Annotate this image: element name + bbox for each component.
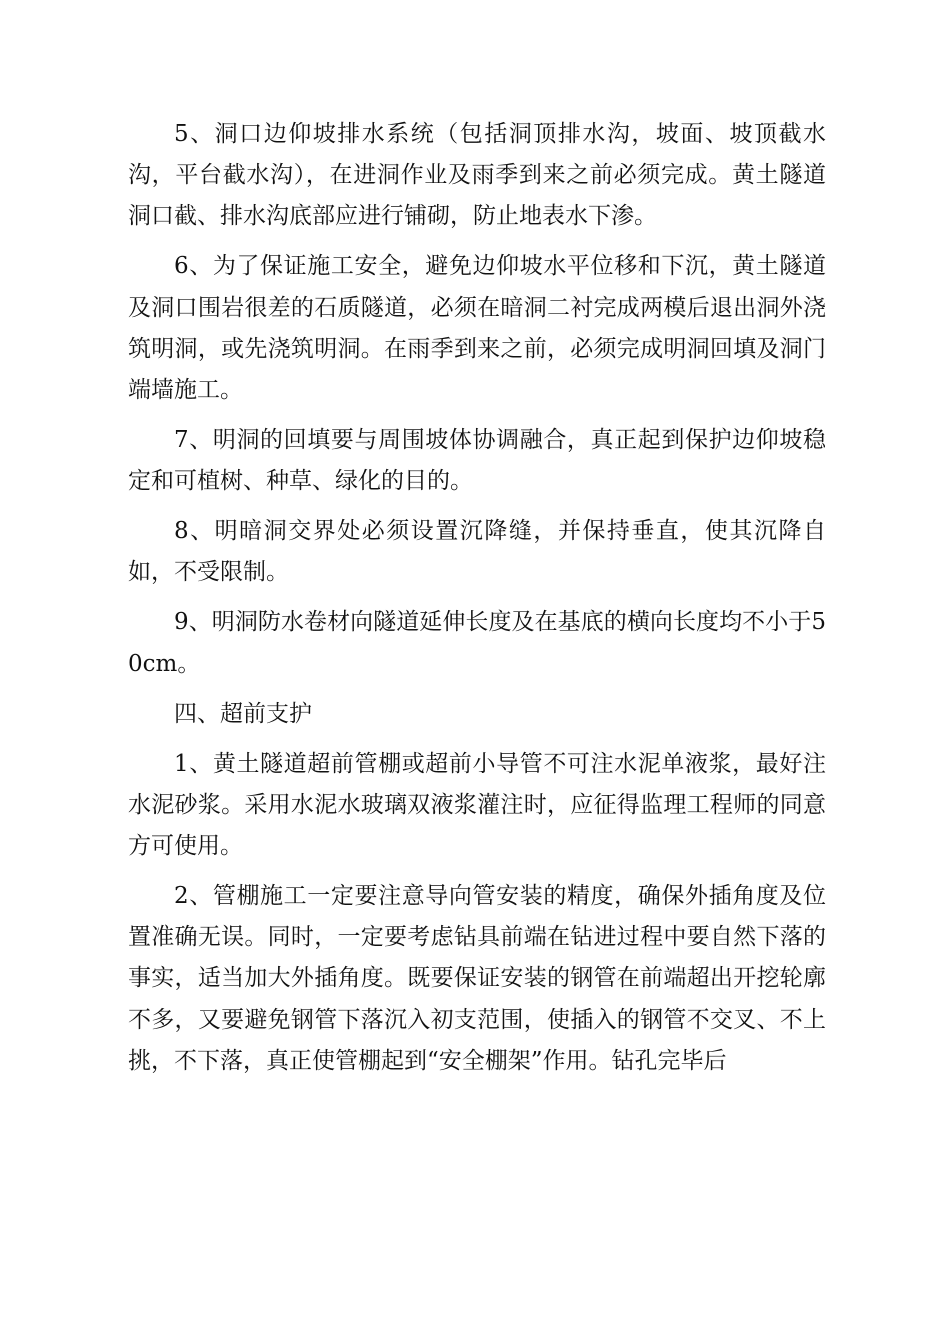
section-heading: 四、超前支护 [174, 700, 312, 727]
section-paragraph-2: 2、管棚施工一定要注意导向管安装的精度，确保外插角度及位置准确无误。同时，一定要考虑钻具前端在钻进过程中要自然下落的事实，适当加大外插角度。既要保证安装的钢管在前端超出开挖轮廓不多，又要避免钢管下落沉入初支范围，使插入的钢管不交叉、不上挑，不下落，真正使管棚起到“安全棚架”作用。钻孔完毕后 [128, 883, 826, 1074]
paragraph-item-9: 9、明洞防水卷材向隧道延伸长度及在基底的横向长度均不小于50cm。 [128, 609, 826, 677]
section-paragraph-1: 1、黄土隧道超前管棚或超前小导管不可注水泥单液浆，最好注水泥砂浆。采用水泥水玻璃双液浆灌注时，应征得监理工程师的同意方可使用。 [128, 750, 826, 860]
paragraph-item-5: 5、洞口边仰坡排水系统（包括洞顶排水沟，坡面、坡顶截水沟，平台截水沟），在进洞作业及雨季到来之前必须完成。黄土隧道洞口截、排水沟底部应进行铺砌，防止地表水下渗。 [128, 121, 826, 230]
paragraph-item-7: 7、明洞的回填要与周围坡体协调融合，真正起到保护边仰坡稳定和可植树、种草、绿化的目的。 [128, 427, 826, 495]
document-body [128, 114, 826, 1091]
paragraph-item-8: 8、明暗洞交界处必须设置沉降缝，并保持垂直，使其沉降自如，不受限制。 [128, 518, 826, 586]
paragraph-item-6: 6、为了保证施工安全，避免边仰坡水平位移和下沉，黄土隧道及洞口围岩很差的石质隧道，必须在暗洞二衬完成两模后退出洞外浇筑明洞，或先浇筑明洞。在雨季到来之前，必须完成明洞回填及洞门端墙施工。 [128, 253, 826, 404]
